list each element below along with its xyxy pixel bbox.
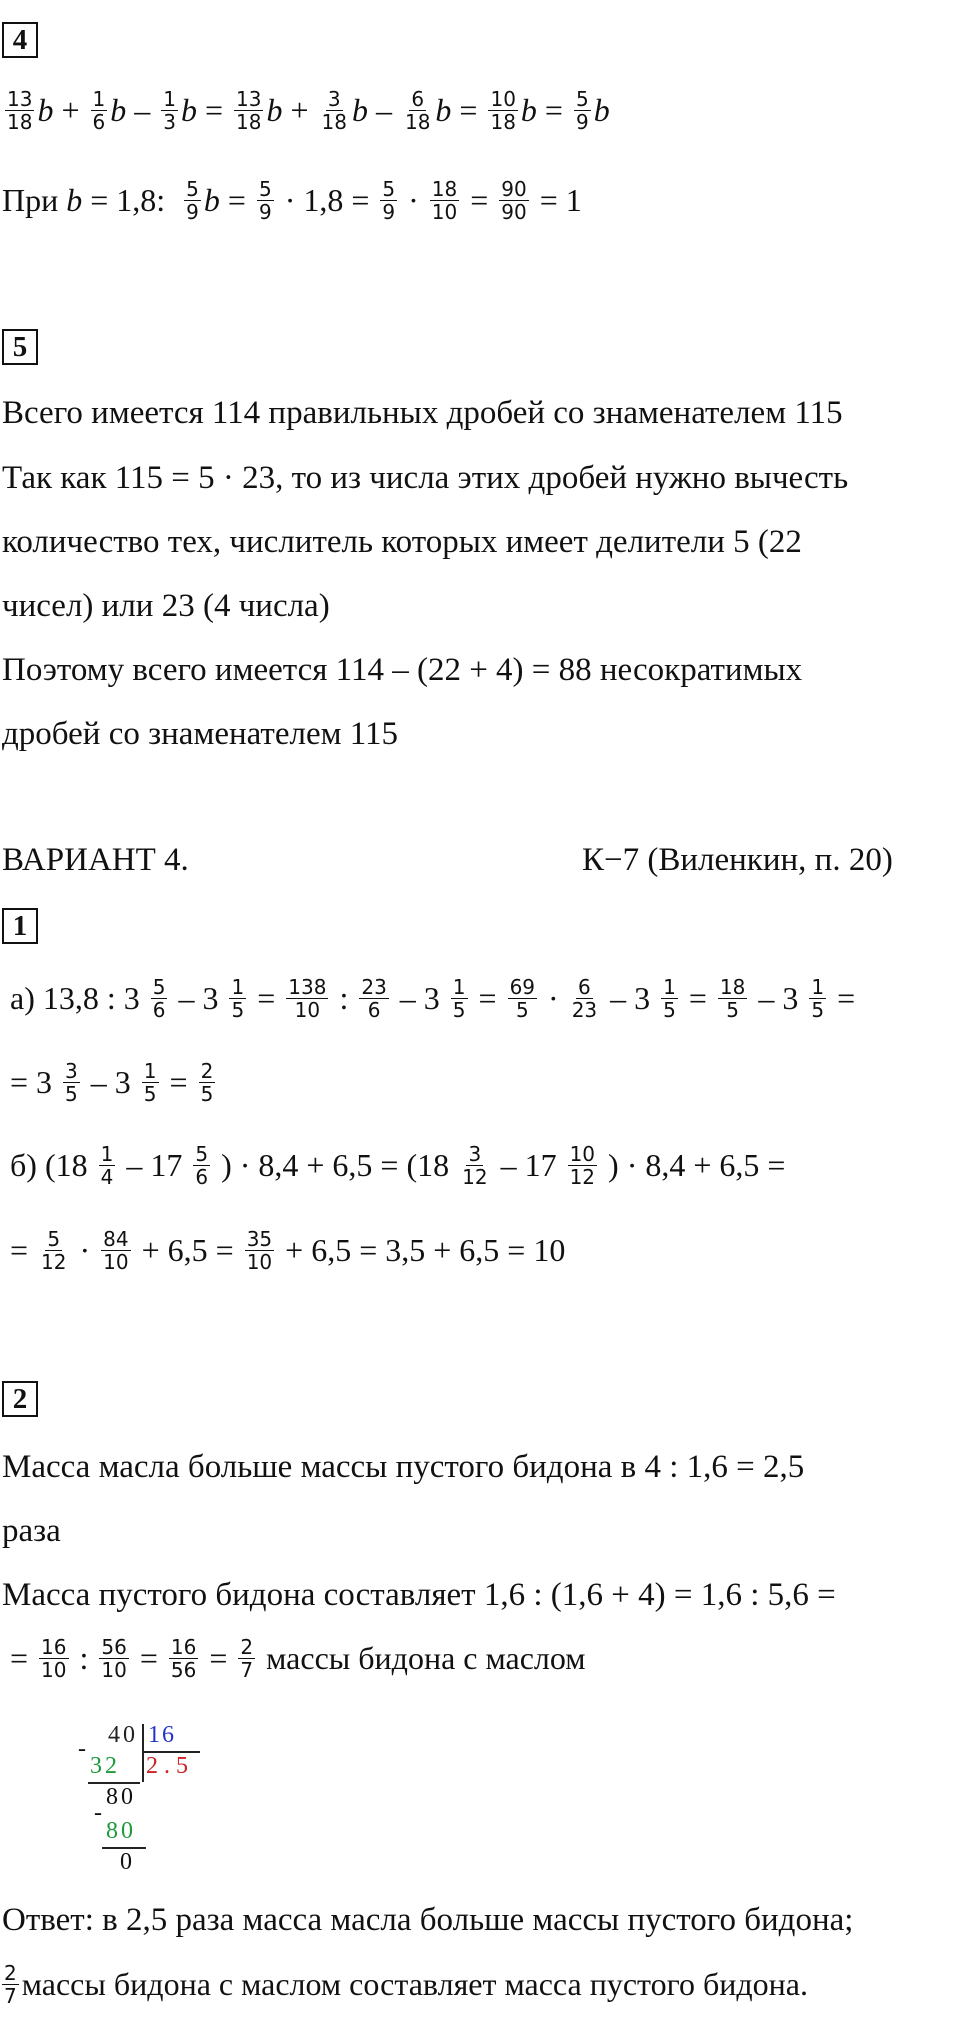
division-quotient: 2 . 5 [146,1753,188,1779]
fraction-numerator: 6 [411,87,425,111]
fraction [661,976,678,1021]
math-text: · [540,980,567,1016]
fraction-numerator: 5 [258,177,272,201]
fraction [359,976,388,1021]
fraction [718,976,747,1021]
fraction-denominator: 90 [501,200,527,224]
math-text: = [249,980,284,1016]
fraction [488,88,517,133]
task2-line: раза [2,1513,61,1549]
task5-line: количество тех, числитель которых имеет делители 5 (22 [2,524,802,560]
fraction-denominator: 10 [103,1250,129,1274]
fraction-numerator: 138 [288,975,327,999]
fraction [499,178,528,223]
division-divisor: 16 [148,1722,176,1748]
fraction-denominator: 6 [195,1165,209,1189]
fraction-denominator: 6 [367,998,381,1022]
fraction-denominator: 9 [258,200,272,224]
fraction-numerator: 5 [152,975,166,999]
math-text: = [680,980,715,1016]
fraction [199,1060,216,1105]
fraction-numerator: 1 [163,87,176,111]
task-number-1: 1 [2,908,38,944]
fraction-denominator: 10 [41,1658,67,1682]
fraction [39,1636,68,1681]
task5-line: Так как 115 = 5 · 23, то из числа этих дробей нужно вычесть [2,460,849,496]
fraction [568,1143,597,1188]
fraction [380,178,397,223]
fraction [451,976,468,1021]
fraction [169,1636,198,1681]
math-text: : [71,1640,97,1676]
math-text: b – [351,92,400,128]
fraction [91,88,108,133]
task1-b-line1 [2,1143,793,1188]
math-text: = [462,182,497,218]
task4-line2-expression [181,178,590,223]
fraction-denominator: 7 [240,1658,254,1682]
fraction-denominator: 5 [200,1082,214,1106]
fraction [238,1636,255,1681]
fraction-denominator: 5 [515,998,529,1022]
fraction-numerator: 35 [246,1227,273,1251]
fraction-denominator: 3 [163,110,176,134]
math-text: b – [110,92,159,128]
division-subtrahend-2: 80 [106,1818,136,1844]
answer-fraction [2,1962,19,2007]
answer-text: массы бидона с маслом составляет масса пустого бидона. [21,1966,808,2002]
fraction [5,88,34,133]
task5-line: чисел) или 23 (4 числа) [2,588,330,624]
math-text: массы бидона с маслом [258,1640,594,1676]
fraction-denominator: 6 [152,998,166,1022]
fraction-numerator: 1 [143,1059,157,1083]
fraction [234,88,263,133]
fraction-numerator: 1 [92,87,106,111]
fraction-numerator: 5 [382,177,396,201]
fraction [403,88,432,133]
math-text: = [161,1064,196,1100]
fraction-denominator: 18 [321,110,347,134]
fraction-denominator: 12 [462,1165,488,1189]
math-text: ) · 8,4 + 6,5 = (18 [213,1147,458,1183]
fraction-denominator: 5 [65,1082,78,1106]
math-text: = 1 [531,182,590,218]
math-text: – 3 [82,1064,139,1100]
task4-line2-prefix: При b = 1,8: [2,182,166,218]
fraction-denominator: 10 [101,1658,127,1682]
division-minus-2: - [94,1800,102,1826]
fraction [184,178,201,223]
task1-a-line1 [2,976,863,1021]
fraction-denominator: 10 [294,998,321,1022]
fraction-numerator: 69 [509,975,536,999]
fraction-denominator: 6 [92,110,106,134]
fraction [151,976,168,1021]
math-text: = [2,1232,37,1268]
fraction-denominator: 56 [170,1658,197,1682]
math-text: – 3 [750,980,807,1016]
math-text: b = [520,92,571,128]
fraction-numerator: 23 [361,975,387,999]
fraction [257,178,274,223]
fraction [245,1228,274,1273]
math-text: b = [435,92,486,128]
fraction-numerator: 5 [47,1227,61,1251]
fraction-numerator: 16 [170,1635,197,1659]
answer-line2 [2,1962,808,2007]
fraction-numerator: 16 [41,1635,67,1659]
math-text: b = [203,182,254,218]
variant-title: ВАРИАНТ 4. [2,842,189,878]
task5-line: Всего имеется 114 правильных дробей со знаменателем 115 [2,395,843,431]
fraction-numerator: 5 [195,1142,209,1166]
task-number-5: 5 [2,329,38,365]
math-text: = [2,1640,37,1676]
math-text: + 6,5 = [133,1232,242,1268]
math-text: = [131,1640,166,1676]
fraction [430,178,459,223]
fraction [286,976,328,1021]
fraction-numerator: 84 [103,1227,129,1251]
fraction [142,1060,159,1105]
fraction [574,88,591,133]
fraction-denominator: 9 [575,110,589,134]
division-subtrahend-1: 32 [90,1753,120,1779]
fraction-denominator: 23 [571,998,598,1022]
variant-source: К−7 (Виленкин, п. 20) [582,842,893,878]
long-division [78,1722,198,1882]
fraction-numerator: 6 [578,975,591,999]
fraction-numerator: 90 [501,177,527,201]
fraction-numerator: 3 [327,87,341,111]
fraction [161,88,178,133]
math-text: – 17 [118,1147,191,1183]
fraction [508,976,537,1021]
fraction-denominator: 10 [431,200,458,224]
math-text: – 3 [391,980,448,1016]
fraction-numerator: 56 [101,1635,127,1659]
fraction-denominator: 18 [490,110,516,134]
task5-line: Поэтому всего имеется 114 – (22 + 4) = 88 несократимых [2,652,803,688]
math-text: : [331,980,357,1016]
math-text: + 6,5 = 3,5 + 6,5 = 10 [277,1232,574,1268]
fraction-numerator: 1 [811,975,825,999]
fraction [101,1228,130,1273]
fraction-denominator: 9 [186,200,199,224]
fraction [99,1636,128,1681]
fraction [39,1228,68,1273]
task-number-2: 2 [2,1381,38,1417]
fraction-numerator: 10 [569,1142,596,1166]
fraction-denominator: 4 [100,1165,114,1189]
fraction-denominator: 18 [236,110,262,134]
fraction-denominator: 18 [7,110,33,134]
fraction-denominator: 5 [452,998,466,1022]
task5-line: дробей со знаменателем 115 [2,716,399,752]
math-text: · 1,8 = [276,182,378,218]
fraction-numerator: 13 [236,87,262,111]
task1-b-line2 [2,1228,573,1273]
math-text: = [201,1640,236,1676]
fraction-numerator: 13 [7,87,33,111]
fraction [63,1060,80,1105]
task2-line: Масса масла больше массы пустого бидона в 4 : 1,6 = 2,5 [2,1449,805,1485]
fraction-denominator: 5 [143,1082,157,1106]
fraction [809,976,826,1021]
math-text: · [400,182,427,218]
math-text: ) · 8,4 + 6,5 = [600,1147,794,1183]
fraction-denominator: 12 [41,1250,67,1274]
fraction [570,976,599,1021]
math-text: = 3 [2,1064,61,1100]
fraction-numerator: 1 [231,975,245,999]
fraction-numerator: 3 [65,1059,78,1083]
math-text: а) 13,8 : 3 [2,980,148,1016]
fraction-denominator: 5 [726,998,740,1022]
fraction-numerator: 2 [240,1635,254,1659]
fraction-numerator: 1 [100,1142,114,1166]
fraction-denominator: 5 [811,998,825,1022]
fraction-numerator: 18 [431,177,458,201]
task4-equation-line2 [2,178,590,223]
fraction-denominator: 18 [404,110,431,134]
math-text: b + [37,92,88,128]
division-minus-1: - [78,1736,86,1762]
fraction-denominator: 5 [231,998,245,1022]
fraction-numerator: 1 [663,975,676,999]
math-text: b + [266,92,317,128]
task1-a-line2 [2,1060,218,1105]
math-text: = [829,980,864,1016]
math-text: b [593,92,610,128]
division-dividend: 40 [108,1722,138,1748]
fraction [99,1143,116,1188]
fraction-denominator: 5 [663,998,676,1022]
fraction-numerator: 5 [186,177,199,201]
fraction-numerator: 1 [452,975,466,999]
fraction [460,1143,489,1188]
math-text: – 17 [492,1147,565,1183]
task4-equation-line1 [2,88,618,133]
fraction-denominator: 12 [569,1165,596,1189]
fraction-numerator: 10 [490,87,516,111]
math-text: · [71,1232,99,1268]
division-remainder-2: 0 [120,1849,132,1875]
fraction-denominator: 9 [382,200,396,224]
fraction [229,976,246,1021]
fraction-denominator: 7 [4,1984,17,2008]
math-text: – 3 [170,980,227,1016]
fraction-numerator: 18 [719,975,746,999]
task2-line: Масса пустого бидона составляет 1,6 : (1,6 + 4) = 1,6 : 5,6 = [2,1577,836,1613]
fraction [193,1143,210,1188]
math-text: = [470,980,505,1016]
math-text: b = [180,92,232,128]
fraction-denominator: 10 [246,1250,273,1274]
fraction-numerator: 5 [575,87,589,111]
fraction-numerator: 2 [4,1961,17,1985]
fraction-numerator: 3 [468,1142,482,1166]
fraction-numerator: 2 [200,1059,214,1083]
fraction [320,88,349,133]
math-text: – 3 [602,980,659,1016]
task2-fraction-line [2,1636,594,1681]
task-number-4: 4 [2,22,38,58]
math-text: б) (18 [2,1147,96,1183]
division-remainder-1: 80 [106,1784,136,1810]
answer-line1: Ответ: в 2,5 раза масса масла больше массы пустого бидона; [2,1902,854,1938]
